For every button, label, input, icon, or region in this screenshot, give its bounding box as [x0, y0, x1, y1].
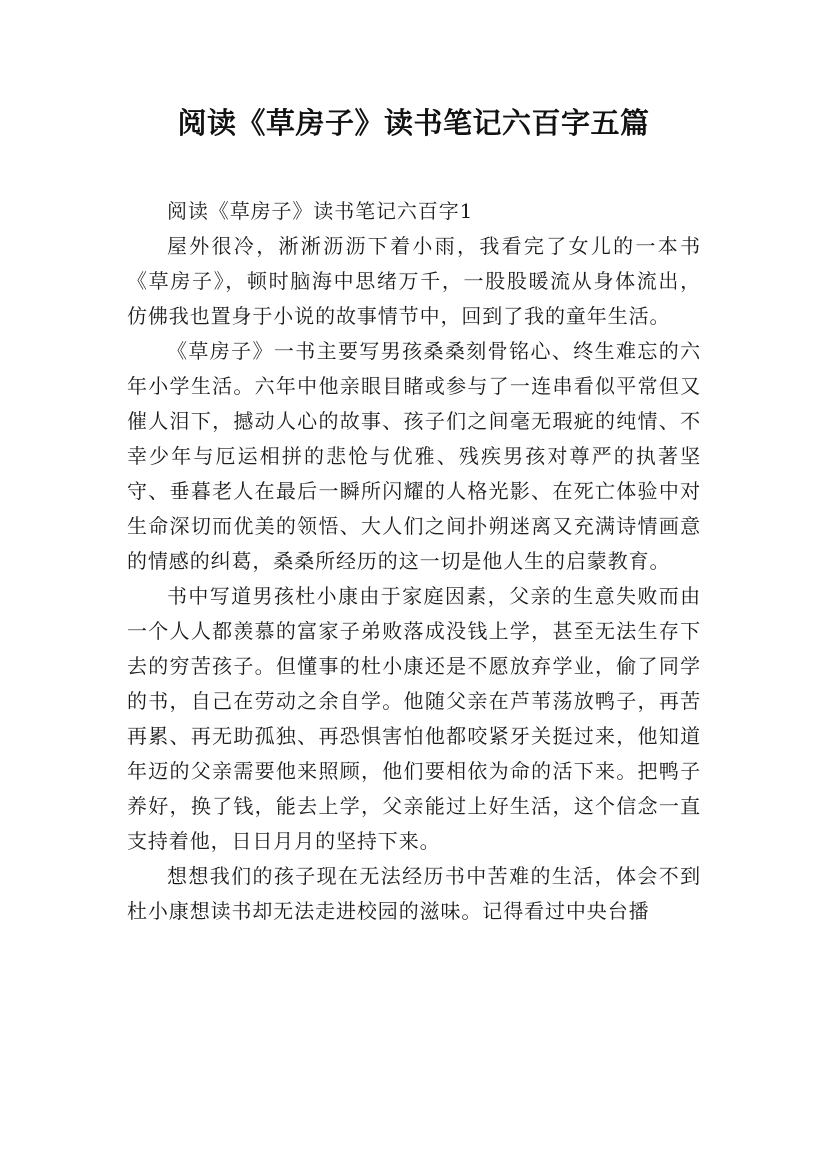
paragraph-3: 书中写道男孩杜小康由于家庭因素，父亲的生意失败而由一个人人都羡慕的富家子弟败落成没钱上学，甚至无法生存下去的穷苦孩子。但懂事的杜小康还是不愿放弃学业，偷了同学的书，自己在劳动之余自学。他随父亲在芦苇荡放鸭子，再苦再累、再无助孤独、再恐惧害怕他都咬紧牙关挺过来，他知道年迈的父亲需要他来照顾，他们要相依为命的活下来。把鸭子养好，换了钱，能去上学，父亲能过上好生活，这个信念一直支持着他，日日月月的坚持下来。 — [127, 584, 701, 853]
paragraph-1: 屋外很冷，淅淅沥沥下着小雨，我看完了女儿的一本书《草房子》，顿时脑海中思绪万千，一股股暖流从身体流出，仿佛我也置身于小说的故事情节中，回到了我的童年生活。 — [127, 234, 701, 328]
document-title: 阅读《草房子》读书笔记六百字五篇 — [177, 106, 650, 140]
paragraph-2: 《草房子》一书主要写男孩桑桑刻骨铭心、终生难忘的六年小学生活。六年中他亲眼目睹或参与了一连串看似平常但又催人泪下，撼动人心的故事、孩子们之间毫无瑕疵的纯情、不幸少年与厄运相拼的悲怆与优雅、残疾男孩对尊严的执著坚守、垂暮老人在最后一瞬所闪耀的人格光影、在死亡体验中对生命深切而优美的领悟、大人们之间扑朔迷离又充满诗情画意的情感的纠葛，桑桑所经历的这一切是他人生的启蒙教育。 — [127, 339, 701, 573]
section-heading: 阅读《草房子》读书笔记六百字1 — [167, 199, 474, 223]
document-body — [127, 194, 701, 929]
paragraph-4: 想想我们的孩子现在无法经历书中苦难的生活，体会不到杜小康想读书却无法走进校园的滋味。记得看过中央台播 — [127, 864, 701, 923]
